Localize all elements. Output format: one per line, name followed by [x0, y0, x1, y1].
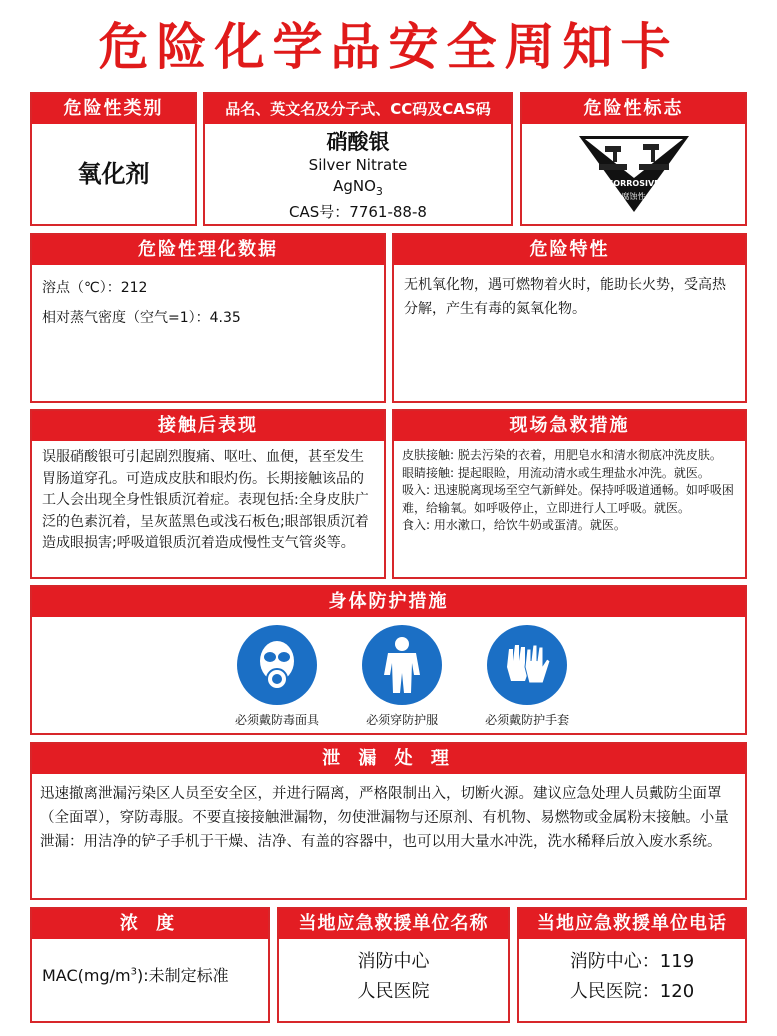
concentration-box [30, 907, 270, 1023]
name-box [203, 92, 513, 226]
name-header: 品名、英文名及分子式、CC码及CAS码 [205, 94, 511, 124]
rescue-unit-fire: 消防中心 [357, 951, 430, 972]
first-aid-ingestion: 食入: 用水漱口，给饮牛奶或蛋清。就医。 [402, 518, 626, 532]
gloves-icon [487, 625, 567, 705]
first-aid-header: 现场急救措施 [394, 411, 745, 441]
protective-suit-icon [362, 625, 442, 705]
en-name: Silver Nitrate [308, 156, 408, 174]
phys-chem-box [30, 233, 386, 403]
corrosive-label-cn: 腐蚀性 [621, 192, 646, 201]
protection-header: 身体防护措施 [32, 587, 745, 617]
hazard-class-value: 氧化剂 [77, 160, 150, 188]
hazard-props-box [392, 233, 747, 403]
rescue-unit-hospital: 人民医院 [357, 981, 430, 1002]
suit-label: 必须穿防护服 [366, 713, 439, 727]
leak-text: 迅速撤离泄漏污染区人员至安全区，并进行隔离，严格限制出入，切断火源。建议应急处理人员戴防尘面罩（全面罩），穿防毒服。不要直接接触泄漏物，勿使泄漏物与还原剂、有机物、易燃物或金属粉末接触。小量泄漏：用洁净的铲子手机于干燥、洁净、有盖的容器中，也可以用大量水冲洗，洗水稀释后放入废水系统。 [40, 786, 729, 850]
rescue-phones-box [517, 907, 747, 1023]
first-aid-skin: 皮肤接触: 脱去污染的衣着，用肥皂水和清水彻底冲洗皮肤。 [402, 448, 722, 462]
hazard-class-box [30, 92, 197, 226]
symptoms-box [30, 409, 386, 579]
phys-chem-header: 危险性理化数据 [32, 235, 384, 265]
corrosive-sign-icon [579, 134, 689, 214]
leak-box [30, 742, 747, 900]
first-aid-inhalation: 吸入: 迅速脱离现场至空气新鲜处。保持呼吸道通畅。如呼吸困难，给输氧。如呼吸停止，立即进行人工呼吸。就医。 [402, 483, 734, 515]
symptoms-header: 接触后表现 [32, 411, 384, 441]
rescue-phone-fire: 消防中心：119 [569, 951, 695, 972]
protection-item-mask [217, 625, 337, 728]
first-aid-box [392, 409, 747, 579]
gloves-label: 必须戴防护手套 [485, 713, 570, 727]
hazard-sign-box [520, 92, 747, 226]
vapor-density: 相对蒸气密度（空气=1）：4.35 [42, 310, 241, 326]
hazard-class-header: 危险性类别 [32, 94, 195, 124]
rescue-units-box [277, 907, 510, 1023]
corrosive-label-en: CORROSIVE [607, 179, 660, 188]
protection-box [30, 585, 747, 735]
hazard-props-text: 无机氧化物，遇可燃物着火时，能助长火势，受高热分解，产生有毒的氮氧化物。 [404, 277, 726, 317]
rescue-units-header: 当地应急救援单位名称 [279, 909, 508, 939]
page-title: 危险化学品安全周知卡 [98, 18, 679, 76]
cas-number: CAS号：7761-88-8 [289, 203, 427, 221]
rescue-phones-header: 当地应急救援单位电话 [519, 909, 745, 939]
protection-item-suit [342, 625, 462, 728]
cn-name: 硝酸银 [326, 130, 390, 154]
first-aid-eyes: 眼睛接触: 提起眼睑，用流动清水或生理盐水冲洗。就医。 [402, 465, 710, 480]
melting-point: 溶点（℃）：212 [42, 280, 148, 296]
protection-item-gloves [467, 625, 587, 728]
rescue-phone-hospital: 人民医院：120 [569, 981, 695, 1002]
symptoms-text: 误服硝酸银可引起剧烈腹痛、呕吐、血便，甚至发生胃肠道穿孔。可造成皮肤和眼灼伤。长期接触该品的工人会出现全身性银质沉着症。表现包括:全身皮肤广泛的色素沉着，呈灰蓝黑色或浅石板色;眼部银质沉着造成眼损害;呼吸道银质沉着造成慢性支气管炎等。 [42, 449, 369, 551]
gas-mask-icon [237, 625, 317, 705]
concentration-header: 浓 度 [32, 909, 268, 939]
chemical-formula: AgNO$_3$ [333, 177, 383, 198]
hazard-props-header: 危险特性 [394, 235, 745, 265]
hazard-sign-header: 危险性标志 [522, 94, 745, 124]
leak-header: 泄 漏 处 理 [32, 744, 745, 774]
concentration-value: $MAC(mg/m^3)$:未制定标准 [42, 966, 229, 985]
mask-label: 必须戴防毒面具 [234, 713, 319, 727]
